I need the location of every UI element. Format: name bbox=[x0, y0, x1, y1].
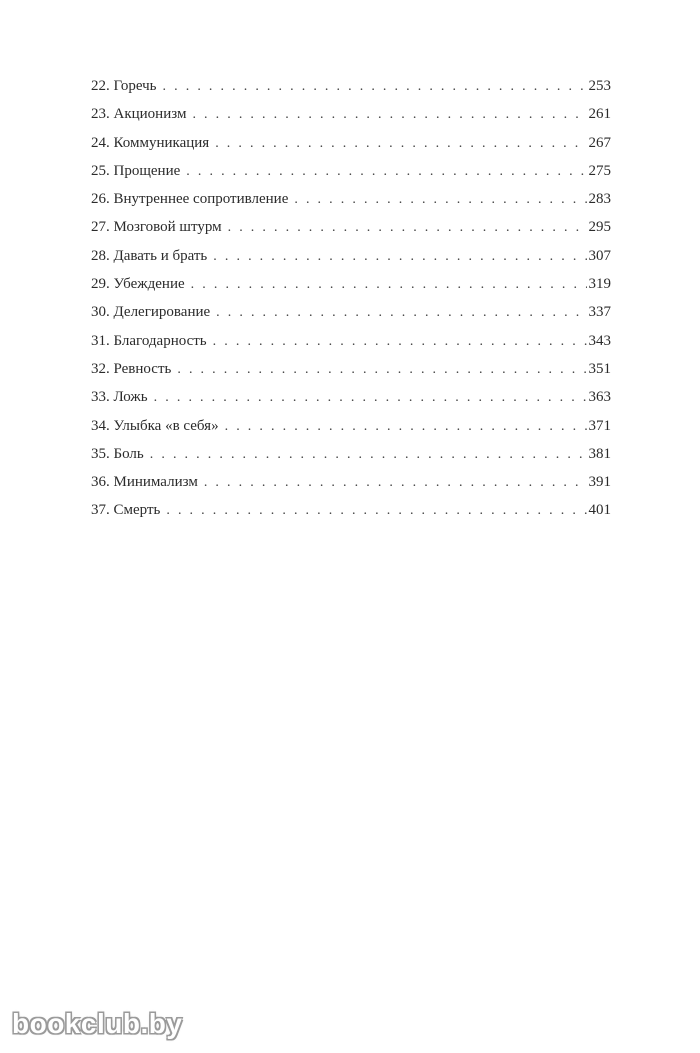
toc-entry bbox=[91, 72, 611, 100]
toc-entry bbox=[91, 468, 611, 496]
toc-dot-leader bbox=[186, 158, 586, 186]
toc-entry-page: 351 bbox=[588, 360, 611, 377]
toc-entry bbox=[91, 440, 611, 468]
toc-entry-title: 27. Мозговой штурм bbox=[91, 219, 222, 236]
toc-dot-leader bbox=[177, 356, 586, 384]
toc-entry bbox=[91, 129, 611, 157]
toc-entry bbox=[91, 185, 611, 213]
toc-entry bbox=[91, 298, 611, 326]
table-of-contents bbox=[91, 72, 611, 525]
toc-entry-title: 22. Горечь bbox=[91, 78, 157, 94]
toc-entry-title: 36. Минимализм bbox=[91, 474, 198, 491]
toc-entry-title: 25. Прощение bbox=[91, 162, 181, 179]
toc-entry-page: 391 bbox=[588, 474, 611, 491]
toc-entry-page: 381 bbox=[588, 445, 611, 462]
toc-entry-title: 28. Давать и брать bbox=[91, 247, 208, 264]
toc-entry bbox=[91, 242, 611, 270]
toc-entry bbox=[91, 327, 611, 355]
toc-entry-page: 261 bbox=[588, 106, 611, 123]
toc-dot-leader bbox=[225, 413, 587, 441]
toc-dot-leader bbox=[215, 130, 586, 158]
toc-dot-leader bbox=[294, 186, 586, 214]
toc-dot-leader bbox=[191, 271, 587, 299]
toc-entry-page: 343 bbox=[588, 332, 611, 349]
toc-dot-leader bbox=[150, 441, 587, 469]
toc-entry-page: 267 bbox=[588, 134, 611, 151]
toc-entry-title: 24. Коммуникация bbox=[91, 134, 210, 151]
toc-entry-page: 319 bbox=[588, 276, 611, 293]
toc-entry bbox=[91, 157, 611, 185]
toc-dot-leader bbox=[213, 328, 587, 356]
toc-dot-leader bbox=[154, 384, 587, 412]
toc-entry bbox=[91, 412, 611, 440]
toc-entry bbox=[91, 213, 611, 241]
toc-entry-page: 295 bbox=[588, 219, 611, 236]
toc-entry-title: 23. Акционизм bbox=[91, 106, 187, 123]
toc-entry bbox=[91, 355, 611, 383]
toc-entry bbox=[91, 383, 611, 411]
toc-entry-page: 253 bbox=[588, 78, 611, 94]
toc-entry-title: 26. Внутреннее сопротивление bbox=[91, 191, 289, 208]
toc-entry-page: 363 bbox=[588, 389, 611, 406]
toc-entry-title: 37. Смерть bbox=[91, 502, 161, 519]
toc-entry-page: 275 bbox=[588, 162, 611, 179]
toc-entry bbox=[91, 270, 611, 298]
toc-entry-title: 33. Ложь bbox=[91, 389, 148, 406]
toc-dot-leader bbox=[204, 469, 587, 497]
toc-dot-leader bbox=[228, 214, 587, 242]
toc-entry bbox=[91, 496, 611, 524]
toc-dot-leader bbox=[213, 243, 586, 271]
site-watermark: bookclub.by bbox=[12, 1008, 183, 1039]
toc-entry-title: 34. Улыбка «в себя» bbox=[91, 417, 219, 434]
toc-dot-leader bbox=[166, 497, 586, 525]
toc-entry-page: 307 bbox=[588, 247, 611, 264]
toc-entry-page: 337 bbox=[588, 304, 611, 321]
toc-dot-leader bbox=[192, 101, 586, 129]
toc-entry bbox=[91, 100, 611, 128]
toc-dot-leader bbox=[216, 299, 586, 327]
toc-entry-title: 31. Благодарность bbox=[91, 332, 207, 349]
toc-entry-page: 283 bbox=[588, 191, 611, 208]
toc-entry-page: 401 bbox=[588, 502, 611, 519]
toc-entry-title: 30. Делегирование bbox=[91, 304, 211, 321]
toc-entry-page: 371 bbox=[588, 417, 611, 434]
toc-entry-title: 32. Ревность bbox=[91, 360, 172, 377]
toc-entry-title: 29. Убеждение bbox=[91, 276, 185, 293]
toc-entry-title: 35. Боль bbox=[91, 445, 144, 462]
toc-dot-leader bbox=[163, 73, 587, 101]
